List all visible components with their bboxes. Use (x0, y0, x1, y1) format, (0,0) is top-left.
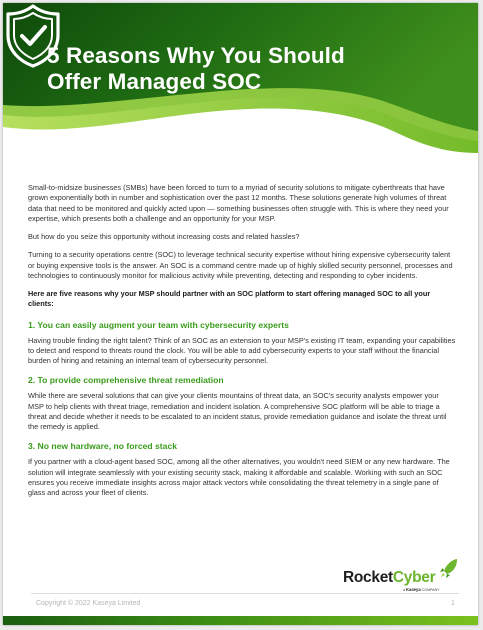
intro-paragraph: Small-to-midsize businesses (SMBs) have been forced to turn to a myriad of security solutions to mitigate cyberthreats that have grown exponentially both in number and sophistication over the past 12 months. These solutions generate high volumes of threat data that need to be monitored and quickly acted upon — something businesses often struggle with. This is where they need your expertise, which presents both a challenge and an opportunity for your MSP. (28, 183, 449, 223)
footer-accent-bar (3, 616, 478, 625)
section-heading-3: 3. No new hardware, no forced stack (28, 441, 178, 452)
document-title: 5 Reasons Why You Should Offer Managed SOC (47, 43, 345, 94)
rocket-icon (439, 558, 459, 580)
intro-question: But how do you seize this opportunity without increasing costs and related hassles? (28, 232, 300, 241)
lead-in-text: Here are five reasons why your MSP should partner with an SOC platform to start offering managed SOC to all your clients: (28, 289, 431, 309)
logo-word-cyber: Cyber (392, 569, 436, 586)
footer-copyright: Copyright © 2022 Kaseya Limited (36, 600, 141, 607)
footer-divider (31, 593, 459, 594)
intro-soc-paragraph: Turning to a security operations centre (SOC) to leverage technical security expertise without hiring expensive cybersecurity talent or buying expensive tools is the answer. An SOC is a command centre made up of highly skilled security personnel, processes and technologies to continuously monitor for malicious activity while preventing, detecting and responding to cyber incidents. (28, 250, 453, 280)
rocketcyber-logo (343, 558, 459, 594)
section-heading-1: 1. You can easily augment your team with cybersecurity experts (28, 319, 289, 330)
shield-check-icon (3, 3, 63, 69)
section-body-1: Having trouble finding the right talent? Think of an SOC as an extension to your MSP's existing IT team, expanding your capabilities to detect and respond to threats round the clock. You will be able to add cybersecurity experts to your staff without the financial burden of hiring and retaining an internal team of cybersecurity personnel. (28, 335, 456, 365)
section-body-2: While there are several solutions that can give your clients mountains of threat data, an SOC's security analysts empower your MSP to help clients with threat triage, remediation and incident isolation. A comprehensive SOC platform will be able to triage a threat and decide whether it needs to be escalated to an incident status, provide remediation guidance and isolate the threat until the remedy is applied. (28, 391, 447, 431)
document-body (28, 183, 456, 498)
logo-sub-prefix: a (403, 588, 405, 592)
logo-tagline (403, 587, 440, 592)
section-heading-2: 2. To provide comprehensive threat remediation (28, 375, 224, 386)
logo-sub-brand: Kaseya (406, 587, 421, 592)
document-page (3, 3, 478, 625)
header-banner (3, 3, 478, 171)
page-number: 1 (451, 600, 455, 607)
logo-word-rocket: Rocket (343, 569, 393, 586)
section-body-3: If you partner with a cloud-agent based SOC, among all the other alternatives, you wouldn't need SIEM or any new hardware. The solution will integrate seamlessly with your existing security stack, making it affordable and scalable. Working with such an SOC ensures you receive immediate insights across major attack vectors while consolidating the threat telemetry in a single pane of glass and across your fleet of clients. (28, 457, 450, 497)
logo-wordmark (343, 569, 435, 587)
logo-sub-suffix: COMPANY (421, 588, 440, 592)
